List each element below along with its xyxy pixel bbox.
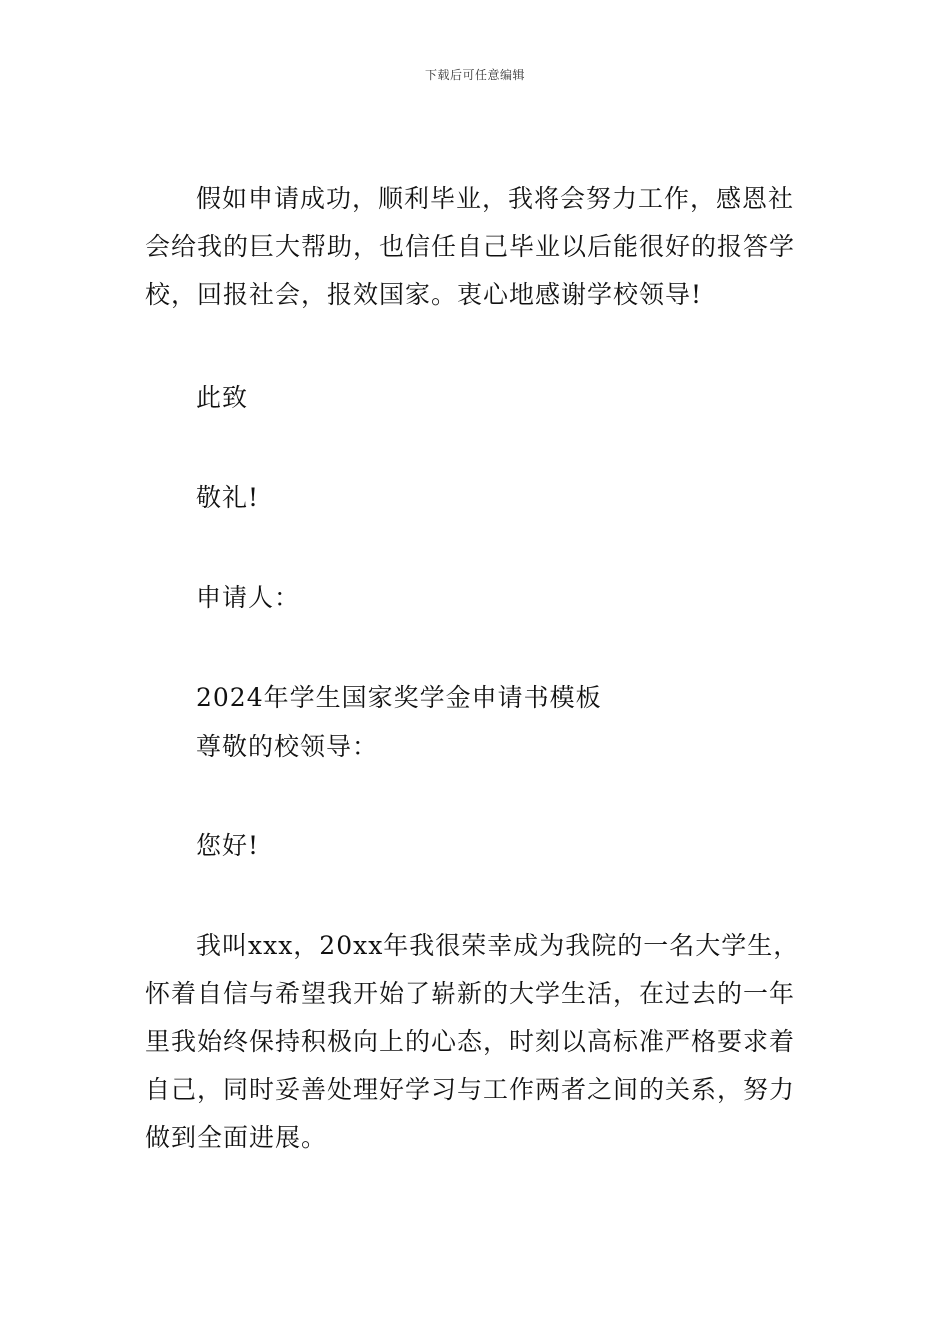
closing-paragraph: 假如申请成功，顺利毕业，我将会努力工作，感恩社会给我的巨大帮助，也信任自己毕业以后能很好的报答学校，回报社会，报效国家。衷心地感谢学校领导!: [145, 184, 796, 309]
greeting: 您好!: [196, 831, 260, 860]
intro-paragraph: 我叫xxx，20xx年我很荣幸成为我院的一名大学生，怀着自信与希望我开始了崭新的大学生活，在过去的一年里我始终保持积极向上的心态，时刻以高标准严格要求着自己，同时妥善处理好学习与工作两者之间的关系，努力做到全面进展。: [145, 931, 800, 1152]
header-note: 下载后可任意编辑: [424, 68, 525, 82]
second-document-title: 2024年学生国家奖学金申请书模板: [196, 683, 602, 712]
addressee: 尊敬的校领导：: [196, 732, 379, 761]
salutation-ci-zhi: 此致: [196, 383, 249, 412]
applicant-label: 申请人：: [196, 583, 301, 612]
salutation-jing-li: 敬礼!: [196, 483, 260, 512]
